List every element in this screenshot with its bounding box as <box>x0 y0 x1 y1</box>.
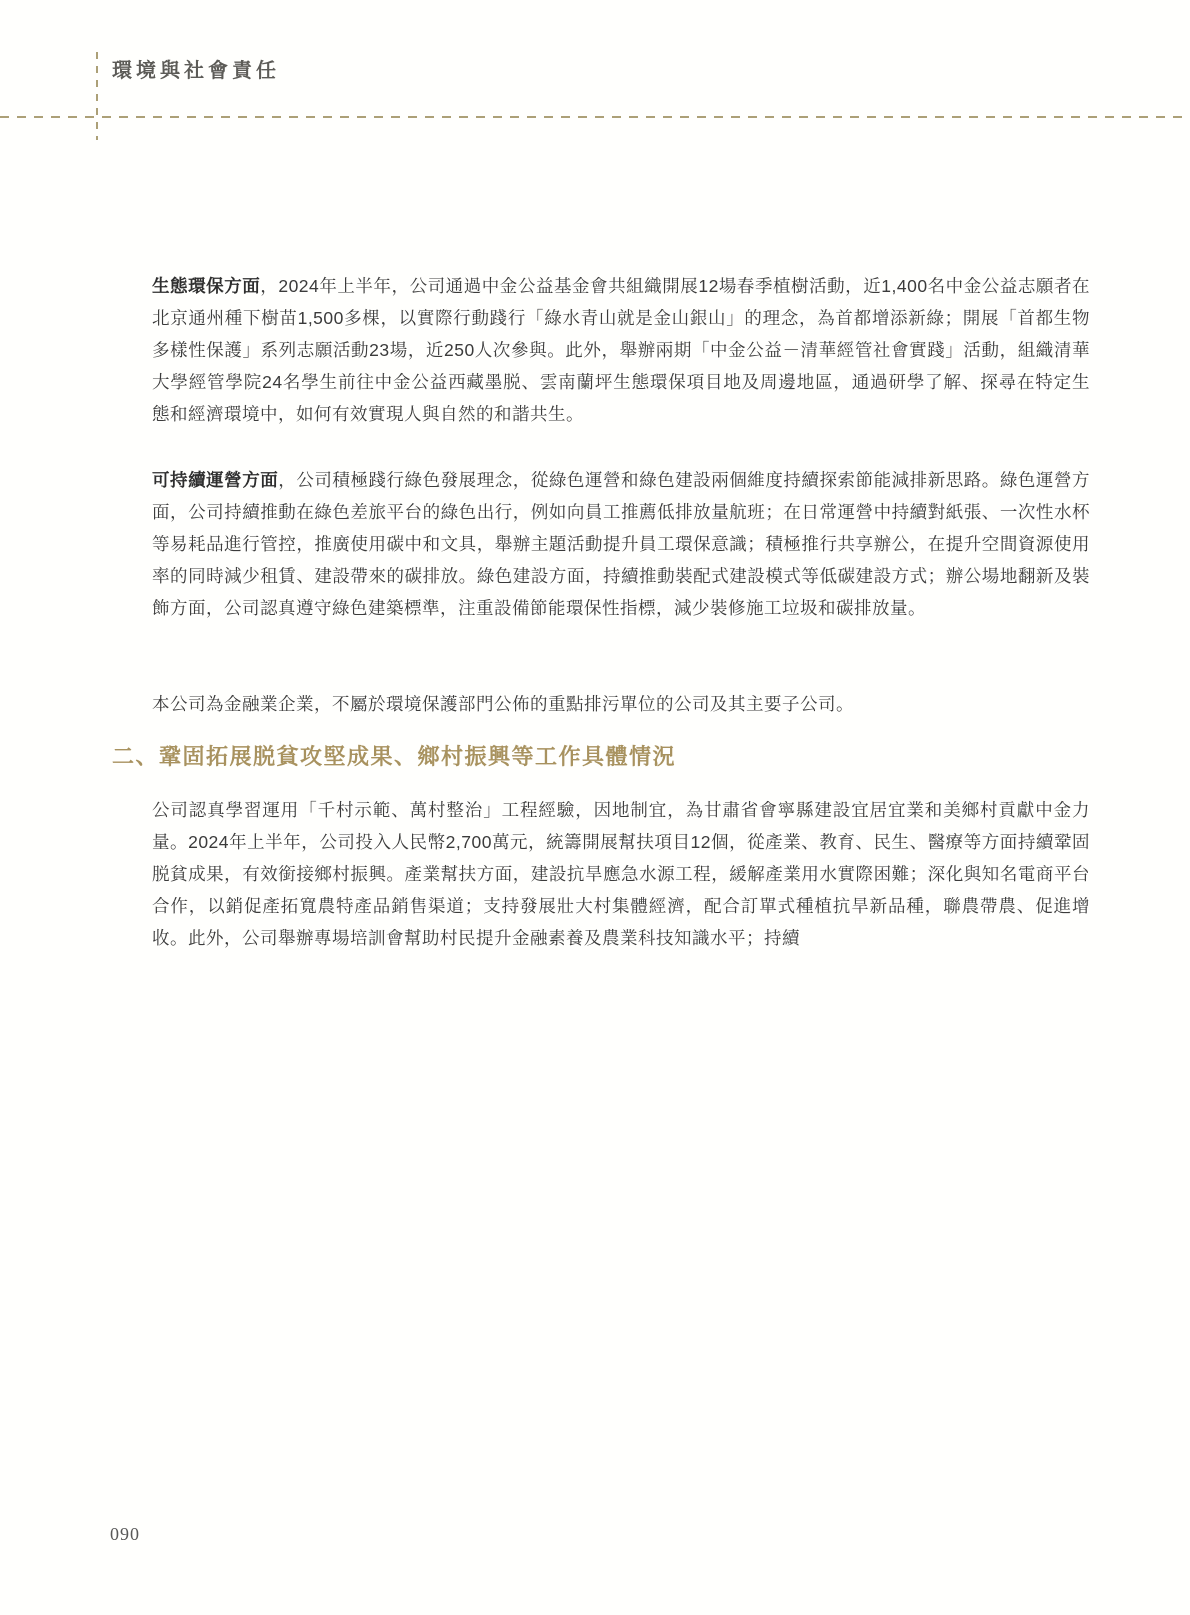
header-vertical-dashed-line <box>96 52 98 140</box>
paragraph-lead-sustainable-operations: 可持續運營方面 <box>152 470 279 490</box>
paragraph-body-rural-revitalization: 公司認真學習運用「千村示範、萬村整治」工程經驗，因地制宜，為甘肅省會寧縣建設宜居宜業和美鄉村貢獻中金力量。2024年上半年，公司投入人民幣2,700萬元，統籌開展幫扶項目12個，從產業、教育、民生、醫療等方面持續鞏固脱貧成果，有效銜接鄉村振興。產業幫扶方面，建設抗旱應急水源工程，緩解產業用水實際困難；深化與知名電商平台合作，以銷促產拓寬農特產品銷售渠道；支持發展壯大村集體經濟，配合訂單式種植抗旱新品種，聯農帶農、促進增收。此外，公司舉辦專場培訓會幫助村民提升金融素養及農業科技知識水平；持續 <box>152 800 1090 948</box>
page-number: 090 <box>110 1524 140 1544</box>
paragraph-sustainable-operations <box>152 464 1090 624</box>
section-heading-rural-revitalization: 二、鞏固拓展脱貧攻堅成果、鄉村振興等工作具體情況 <box>112 744 677 769</box>
paragraph-eco-environment <box>152 270 1090 430</box>
paragraph-body-financial-industry-note: 本公司為金融業企業，不屬於環境保護部門公佈的重點排污單位的公司及其主要子公司。 <box>152 694 854 714</box>
header-horizontal-dashed-line <box>0 116 1190 118</box>
paragraph-body-sustainable-operations: ，公司積極踐行綠色發展理念，從綠色運營和綠色建設兩個維度持續探索節能減排新思路。綠色運營方面，公司持續推動在綠色差旅平台的綠色出行，例如向員工推薦低排放量航班；在日常運營中持續對紙張、一次性水杯等易耗品進行管控，推廣使用碳中和文具，舉辦主題活動提升員工環保意識；積極推行共享辦公，在提升空間資源使用率的同時減少租賃、建設帶來的碳排放。綠色建設方面，持續推動裝配式建設模式等低碳建設方式；辦公場地翻新及裝飾方面，公司認真遵守綠色建築標準，注重設備節能環保性指標，減少裝修施工垃圾和碳排放量。 <box>152 470 1091 618</box>
paragraph-rural-revitalization <box>152 794 1090 954</box>
paragraph-financial-industry-note <box>152 688 1090 720</box>
paragraph-body-eco-environment: ，2024年上半年，公司通過中金公益基金會共組織開展12場春季植樹活動，近1,400名中金公益志願者在北京通州種下樹苗1,500多棵，以實際行動踐行「綠水青山就是金山銀山」的理念，為首都增添新綠；開展「首都生物多樣性保護」系列志願活動23場，近250人次參與。此外，舉辦兩期「中金公益－清華經管社會實踐」活動，組織清華大學經管學院24名學生前往中金公益西藏墨脱、雲南蘭坪生態環保項目地及周邊地區，通過研學了解、探尋在特定生態和經濟環境中，如何有效實現人與自然的和諧共生。 <box>152 276 1091 424</box>
paragraph-lead-eco-environment: 生態環保方面 <box>152 276 261 296</box>
chapter-header-title: 環境與社會責任 <box>112 60 280 82</box>
